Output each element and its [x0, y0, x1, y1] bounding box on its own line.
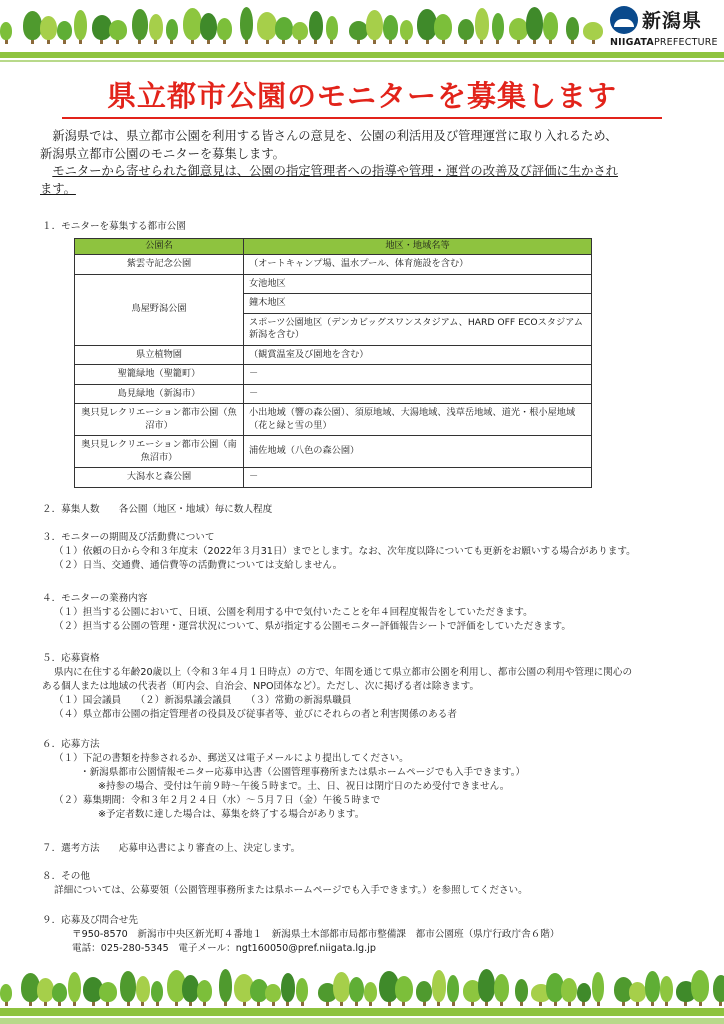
section-3-item-2: （２）日当、交通費、通信費等の活動費については支給しません。: [54, 560, 343, 571]
tree-icon: [52, 983, 67, 1006]
tree-icon: [309, 11, 323, 44]
section-8-body: 詳細については、公募要領（公園管理事務所または県ホームページでも入手できます。）を参照してください。: [54, 885, 528, 896]
area-cell: （オートキャンプ場、温水プール、体育施設を含む）: [244, 255, 592, 275]
tree-icon: [458, 19, 474, 44]
tree-icon: [281, 973, 295, 1006]
table-row: [75, 436, 592, 468]
section-4: [42, 592, 702, 634]
section-1-heading: １．モニターを募集する都市公園: [42, 221, 186, 232]
section-6-heading: ６．応募方法: [42, 739, 100, 750]
tree-icon: [120, 971, 136, 1006]
section-6-line-3: ※持参の場合、受付は午前９時～午後５時まで。土、日、祝日は閉庁日のため受付できません。: [98, 781, 510, 792]
tree-icon: [660, 976, 673, 1006]
tree-icon: [149, 14, 163, 44]
section-6-line-5: ※予定者数に達した場合は、募集を終了する場合があります。: [98, 809, 365, 820]
tree-icon: [99, 982, 117, 1006]
tree-icon: [416, 981, 432, 1006]
intro-line-2: 新潟県立都市公園のモニターを募集します。: [40, 146, 285, 161]
tree-icon: [526, 7, 543, 44]
park-name-cell: 県立植物園: [75, 345, 244, 365]
section-8-heading: ８．その他: [42, 871, 90, 882]
intro-line-4: ます。: [40, 181, 76, 196]
section-5-body-2: ある個人または地域の代表者（町内会、自治会、NPO団体など）。ただし、次に掲げる者は除きます。: [42, 681, 480, 692]
top-green-line: [0, 60, 724, 62]
tree-icon: [166, 19, 178, 44]
tree-icon: [645, 971, 660, 1006]
tree-icon: [592, 972, 604, 1006]
contact-address: 〒950-8570 新潟市中央区新光町４番地１ 新潟県土木部都市局都市整備課 都市公園班（県庁行政庁舎６階）: [72, 929, 560, 940]
section-2: [42, 503, 702, 517]
logo-text-jp: 新潟県: [642, 10, 703, 32]
tree-icon: [0, 984, 12, 1006]
tree-icon: [713, 975, 724, 1006]
area-cell: 鐘木地区: [244, 294, 592, 314]
section-7-text: ７．選考方法 応募申込書により審査の上、決定します。: [42, 843, 301, 854]
intro-paragraph: [40, 128, 690, 198]
section-4-item-1: （１）担当する公園において、日頃、公園を利用する中で気付いたことを年４回程度報告をしていただきます。: [54, 607, 533, 618]
section-8: [42, 870, 702, 898]
tree-icon: [349, 977, 364, 1006]
section-5: [42, 652, 702, 722]
park-name-cell: 大潟水と森公園: [75, 468, 244, 488]
table-row: [75, 365, 592, 385]
tree-icon: [326, 16, 338, 44]
tree-icon: [109, 20, 127, 44]
parks-table: [74, 238, 592, 488]
tree-icon: [37, 978, 54, 1006]
section-3-item-1: （１）依頼の日から令和３年度末（2022年３月31日）までとします。なお、次年度以降についても更新をお願いする場合があります。: [54, 546, 636, 557]
tree-icon: [434, 14, 452, 44]
tree-icon: [629, 982, 646, 1006]
top-green-band: [0, 52, 724, 58]
tree-icon: [691, 970, 709, 1006]
area-cell: －: [244, 365, 592, 385]
section-3-heading: ３．モニターの期間及び活動費について: [42, 532, 215, 543]
table-row: [75, 345, 592, 365]
area-cell: 浦佐地域（八色の森公園）: [244, 436, 592, 468]
tree-icon: [74, 10, 87, 44]
tree-icon: [217, 18, 232, 44]
park-name-cell: 聖籠緑地（聖籠町）: [75, 365, 244, 385]
bottom-green-line: [0, 1018, 724, 1024]
section-5-body-1: 県内に在住する年齢20歳以上（令和３年４月１日時点）の方で、年間を通じて県立都市公園を利用し、都市公園の利用や管理に関心の: [54, 667, 633, 678]
tree-icon: [292, 22, 308, 44]
tree-icon: [364, 982, 377, 1006]
section-6-line-1: （１）下記の書類を持参されるか、郵送又は電子メールにより提出してください。: [54, 753, 409, 764]
niigata-logo: [608, 4, 718, 50]
park-name-cell: 奥只見レクリエーション都市公園（魚沼市）: [75, 404, 244, 436]
table-header-area: 地区・地域名等: [244, 239, 592, 255]
tree-icon: [265, 984, 281, 1006]
tree-icon: [400, 20, 413, 44]
area-cell: スポーツ公園地区（デンカビッグスワンスタジアム、HARD OFF ECOスタジアム新潟を含む）: [244, 313, 592, 345]
tree-icon: [275, 17, 293, 44]
area-cell: （観賞温室及び園地を含む）: [244, 345, 592, 365]
page-title: 県立都市公園のモニターを募集します: [62, 74, 662, 119]
logo-text-en: NIIGATAPREFECTURE: [610, 37, 718, 48]
tree-icon: [68, 972, 81, 1006]
tree-icon: [561, 978, 577, 1006]
tree-icon: [577, 983, 591, 1006]
tree-icon: [136, 976, 150, 1006]
table-header-park-name: 公園名: [75, 239, 244, 255]
tree-icon: [432, 970, 446, 1006]
tree-icon: [0, 22, 12, 44]
tree-icon: [395, 976, 413, 1006]
section-5-item-2: （４）県立都市公園の指定管理者の役員及び従事者等、並びにそれらの者と利害関係のある者: [54, 709, 457, 720]
park-name-cell: 紫雲寺記念公園: [75, 255, 244, 275]
tree-icon: [151, 981, 163, 1006]
table-row: [75, 468, 592, 488]
section-3: [42, 531, 702, 573]
tree-icon: [132, 9, 148, 44]
section-4-heading: ４．モニターの業務内容: [42, 593, 148, 604]
tree-icon: [494, 974, 509, 1006]
tree-icon: [492, 13, 504, 44]
tree-icon: [543, 12, 558, 44]
tree-icon: [296, 978, 308, 1006]
tree-icon: [566, 17, 579, 44]
section-5-item-1: （１）国会議員 （２）新潟県議会議員 （３）常勤の新潟県職員: [54, 695, 352, 706]
intro-line-1: 新潟県では、県立都市公園を利用する皆さんの意見を、公園の利活用及び管理運営に取り入れるため、: [52, 129, 618, 143]
tree-icon: [57, 21, 72, 44]
table-row: [75, 255, 592, 275]
tree-icon: [200, 13, 217, 44]
bottom-green-band: [0, 1008, 724, 1016]
park-name-cell: 奥只見レクリエーション都市公園（南魚沼市）: [75, 436, 244, 468]
section-9-heading: ９．応募及び問合せ先: [42, 915, 138, 926]
area-cell: －: [244, 384, 592, 404]
section-6-line-2: ・新潟県都市公園情報モニター応募申込書（公園管理事務所または県ホームページでも入手できます。）: [80, 767, 526, 778]
contact-phone-email: 電話：025-280-5345 電子メール：ngt160050@pref.niigata.lg.jp: [72, 943, 376, 954]
section-5-heading: ５．応募資格: [42, 653, 100, 664]
tree-icon: [447, 975, 459, 1006]
area-cell: 女池地区: [244, 274, 592, 294]
park-name-cell: 鳥屋野潟公園: [75, 274, 244, 345]
section-1: [42, 220, 702, 234]
tree-icon: [240, 7, 253, 44]
tree-icon: [478, 969, 495, 1006]
niigata-emblem-icon: [610, 6, 638, 34]
section-2-text: ２．募集人数 各公園（地区・地域）毎に数人程度: [42, 504, 273, 515]
table-header-row: [75, 239, 592, 255]
tree-icon: [333, 972, 350, 1006]
intro-line-3: モニターから寄せられた御意見は、公園の指定管理者への指導や管理・運営の改善及び評価に生かされ: [52, 164, 618, 178]
section-9: [42, 914, 702, 956]
tree-icon: [40, 16, 57, 44]
table-row: [75, 274, 592, 294]
tree-icon: [383, 15, 398, 44]
tree-icon: [366, 10, 383, 44]
tree-icon: [475, 8, 489, 44]
table-row: [75, 384, 592, 404]
area-cell: 小出地域（響の森公園）、須原地域、大湯地域、浅草岳地域、道光・根小屋地域（花と緑と雪の里）: [244, 404, 592, 436]
tree-icon: [197, 980, 212, 1006]
section-4-item-2: （２）担当する公園の管理・運営状況について、県が指定する公園モニター評価報告シートで評価をしていただきます。: [54, 621, 571, 632]
section-7: [42, 842, 702, 856]
table-row: [75, 404, 592, 436]
section-6: [42, 738, 702, 822]
tree-icon: [583, 22, 603, 44]
park-name-cell: 島見緑地（新潟市）: [75, 384, 244, 404]
tree-icon: [219, 969, 232, 1006]
tree-icon: [182, 975, 199, 1006]
bottom-tree-border: [0, 962, 724, 1012]
area-cell: －: [244, 468, 592, 488]
tree-icon: [515, 979, 528, 1006]
section-6-line-4: （２）募集期間：令和３年２月２４日（水）～５月７日（金）午後５時まで: [54, 795, 381, 806]
